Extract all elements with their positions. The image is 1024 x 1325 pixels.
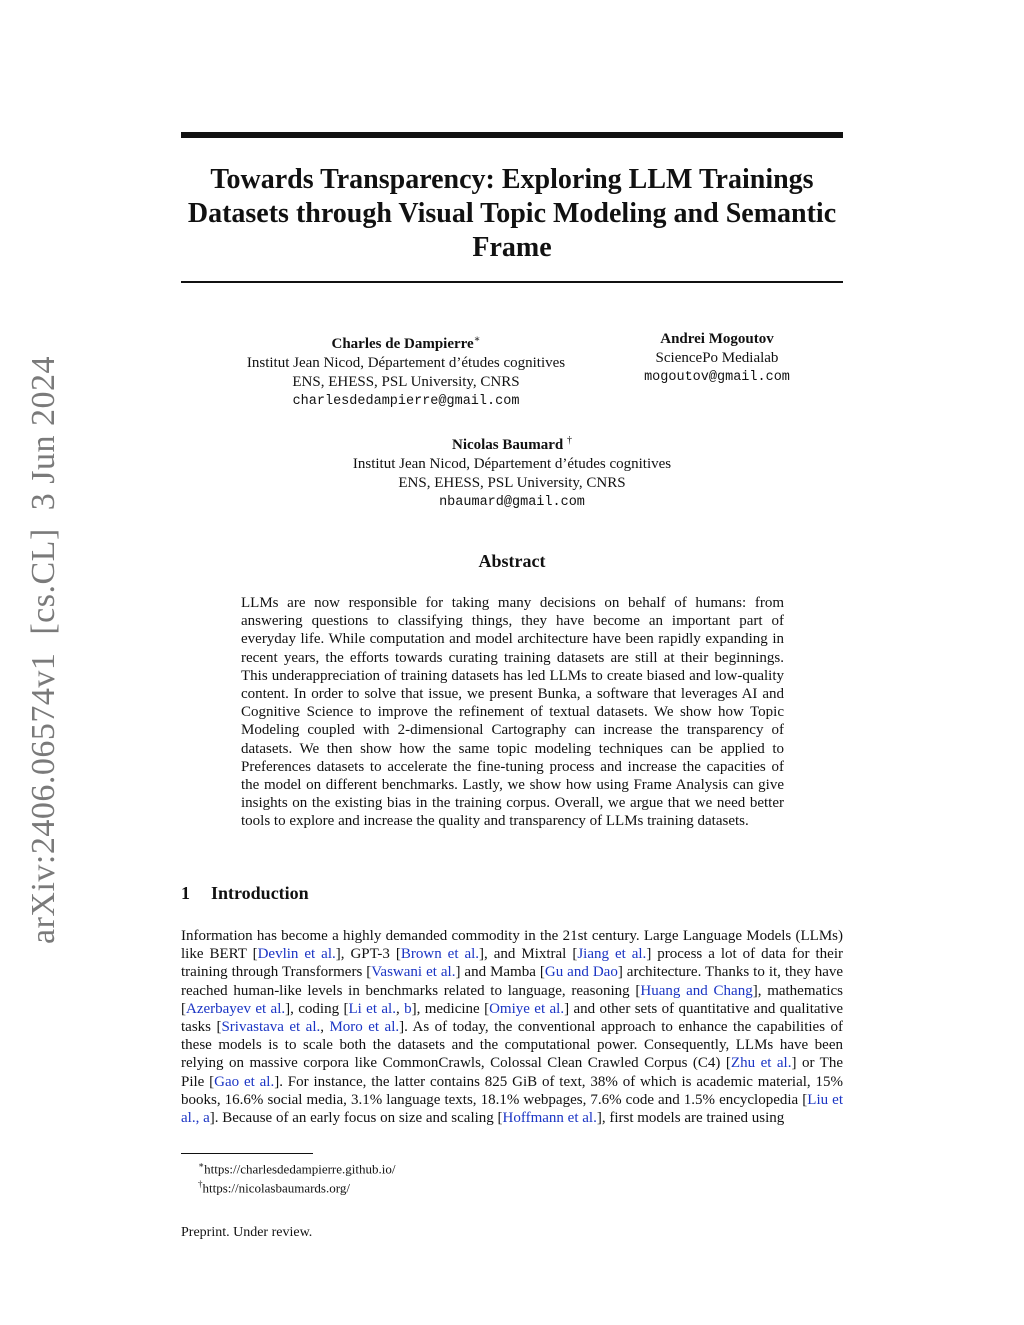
citation-link[interactable]: Devlin et al.	[257, 946, 336, 963]
abstract-text: LLMs are now responsible for taking many decisions on behalf of humans: from answering questions to classifying things, they have become an important part of everyday life. While computation and model architecture have been rapidly expanding in recent years, the efforts towards curating training datasets are still at their beginnings. This underappreciation of training datasets has led LLMs to create biased and low-quality content. In order to solve that issue, we present Bunka, a software that leverages AI and Cognitive Science to improve the refinement of textual datasets. We show how Topic Modeling coupled with 2-dimensional Cartography can increase the transparency of datasets. We then show how the same topic modeling techniques can be applied to Preferences datasets to accelerate the fine-tuning process and increase the capacities of the model on different benchmarks. Lastly, we show how using Frame Analysis can give insights on the existing bias in the training corpus. Overall, we argue that we need better tools to explore and increase the quality and transparency of LLMs training datasets.	[241, 595, 784, 830]
footnote-mark: †	[198, 1179, 203, 1189]
citation-link[interactable]: Vaswani et al.	[371, 964, 456, 981]
citation-link[interactable]: Gao et al.	[214, 1073, 275, 1090]
author-block-1	[181, 330, 631, 411]
citation-link[interactable]: Hoffmann et al.	[502, 1110, 597, 1127]
author-name: Andrei Mogoutov	[660, 331, 774, 347]
author-block-3	[287, 431, 737, 512]
citation-link[interactable]: Azerbayev et al.	[186, 1000, 286, 1017]
author-footnote-mark: †	[567, 435, 572, 446]
section-number: 1	[181, 883, 190, 903]
author-email: mogoutov@gmail.com	[644, 370, 790, 385]
title-line: Towards Transparency: Exploring LLM Trainings	[210, 164, 814, 195]
footnote-rule	[181, 1153, 313, 1154]
citation-link[interactable]: Brown et al.	[400, 946, 480, 963]
author-affiliation: SciencePo Medialab	[655, 350, 779, 366]
author-affiliation: Institut Jean Nicod, Département d’études cognitives	[352, 456, 672, 472]
title-line: Frame	[472, 232, 552, 263]
title-rule-top	[181, 132, 843, 138]
citation-link[interactable]: Moro et al.	[329, 1019, 400, 1036]
citation-link[interactable]: Liu et al., a	[181, 1091, 843, 1127]
title-rule-bottom	[181, 281, 843, 283]
citation-link[interactable]: Srivastava et al.	[221, 1019, 321, 1036]
author-email: nbaumard@gmail.com	[439, 495, 585, 510]
paper-title	[181, 163, 843, 265]
section-heading	[181, 883, 309, 904]
citation-link[interactable]: Zhu et al.	[730, 1055, 792, 1072]
citation-link[interactable]: Gu and Dao	[544, 964, 618, 981]
footnote-mark: ∗	[198, 1160, 205, 1170]
title-line: Datasets through Visual Topic Modeling and Semantic	[187, 198, 837, 229]
author-block-2	[627, 330, 807, 387]
intro-paragraph: Information has become a highly demanded commodity in the 21st century. Large Language Models (LLMs) like BERT [Devlin et al.], GPT-3 [Brown et al.], and Mixtral [Jiang et al.] process a lot of data for their training through Transformers [Vaswani et al.] and Mamba [Gu and Dao] architecture. Thanks to it, they have reached human-like levels in benchmarks related to language, reasoning [Huang and Chang], mathematics [Azerbayev et al.], coding [Li et al., b], medicine [Omiye et al.] and other sets of quantitative and qualitative tasks [Srivastava et al., Moro et al.]. As of today, the conventional approach to enhance the capabilities of these models is to scale both the datasets and the computational power. Consequently, LLMs have been relying on massive corpora like CommonCrawls, Colossal Clean Crawled Corpus (C4) [Zhu et al.] or The Pile [Gao et al.]. For instance, the latter contains 825 GiB of text, 38% of which is academic material, 15% books, 16.6% social media, 3.1% language texts, 18.1% webpages, 7.6% code and 1.5% encyclopedia [Liu et al., a]. Because of an early focus on size and scaling [Hoffmann et al.], first models are trained using	[181, 928, 844, 1127]
author-email: charlesdedampierre@gmail.com	[292, 394, 520, 409]
section-title: Introduction	[211, 883, 309, 903]
author-name: Charles de Dampierre∗	[331, 334, 481, 352]
citation-link[interactable]: Li et al.	[348, 1000, 396, 1017]
footnote-url[interactable]: https://charlesdedampierre.github.io/	[204, 1161, 396, 1177]
arxiv-id: arXiv:2406.06574v1 [cs.CL] 3 Jun 2024	[25, 355, 63, 945]
footnote-url[interactable]: https://nicolasbaumards.org/	[202, 1180, 350, 1196]
citation-link[interactable]: Huang and Chang	[640, 982, 753, 999]
footnote	[198, 1176, 350, 1196]
abstract-heading: Abstract	[478, 551, 546, 571]
citation-link[interactable]: Omiye et al.	[489, 1000, 565, 1017]
author-name: Nicolas Baumard †	[451, 435, 572, 453]
preprint-notice: Preprint. Under review.	[181, 1225, 313, 1240]
author-affiliation: ENS, EHESS, PSL University, CNRS	[292, 374, 520, 390]
footnote	[198, 1157, 395, 1177]
citation-link[interactable]: b	[404, 1000, 412, 1017]
arxiv-sidebar-stamp	[20, 355, 68, 945]
author-affiliation: ENS, EHESS, PSL University, CNRS	[398, 475, 626, 491]
author-footnote-mark: ∗	[473, 334, 481, 345]
author-affiliation: Institut Jean Nicod, Département d’études cognitives	[246, 355, 566, 371]
citation-link[interactable]: Jiang et al.	[577, 946, 647, 963]
